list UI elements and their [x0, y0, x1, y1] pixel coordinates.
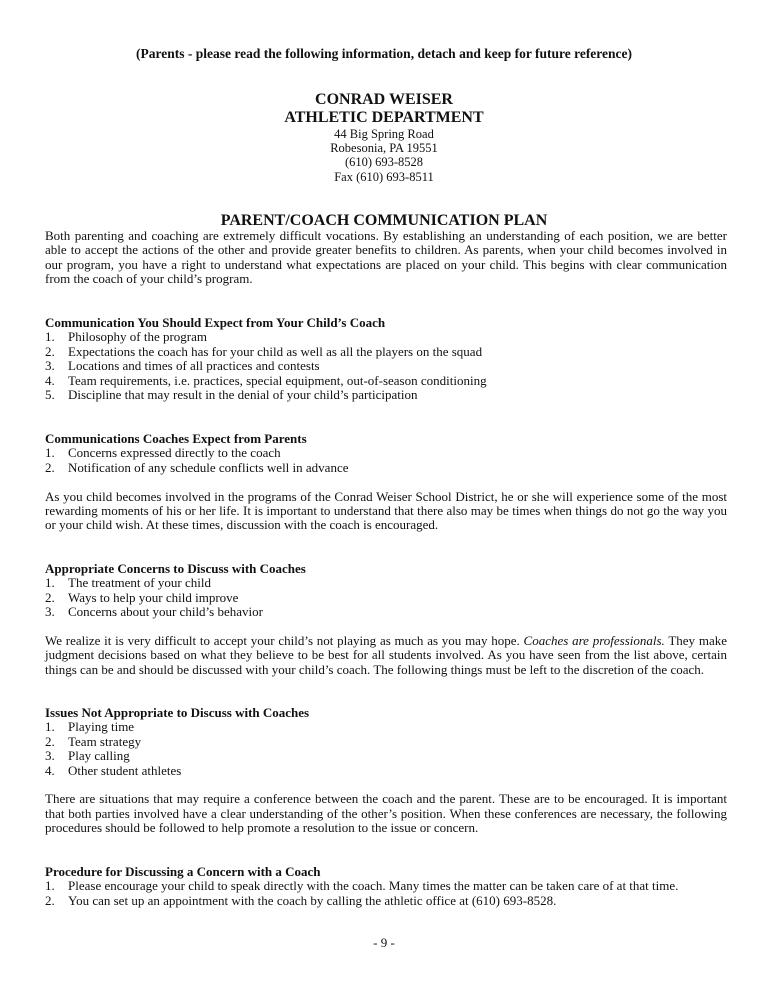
list-item: 3. Play calling [45, 748, 130, 764]
list-item: 2. Team strategy [45, 733, 142, 749]
org-address-2: Robesonia, PA 19551 [330, 141, 438, 156]
paragraph: We realize it is very difficult to accept your child’s not playing as much as you may hope. Coaches are professionals. They make judgment decisions based on what they believe to be best for all students involved. As you have seen from the list above, certain things can be and should be discussed with your child’s coach. The following things must be left to the discretion of the coach. [45, 633, 727, 677]
section-heading: Issues Not Appropriate to Discuss with Coaches [45, 705, 310, 720]
list-item: 3. Concerns about your child’s behavior [45, 604, 263, 620]
section-appropriate-concerns [45, 562, 727, 677]
detach-notice: (Parents - please read the following information, detach and keep for future reference) [135, 46, 633, 61]
list-item: 1. Playing time [45, 719, 135, 735]
page-number: - 9 - [373, 935, 395, 950]
section-expect-from-coach [45, 316, 727, 402]
list-item: 2. Ways to help your child improve [45, 589, 239, 605]
org-address-1: 44 Big Spring Road [334, 127, 434, 141]
paragraph: There are situations that may require a conference between the coach and the parent. These are to be encouraged. It is important that both parties involved have a clear understanding of the other’s position. When these conferences are necessary, the following procedures should be followed to help promote a resolution to the issue or concern. [45, 791, 727, 836]
section-heading: Communication You Should Expect from Your Child’s Coach [45, 315, 386, 330]
list-item: 2. You can set up an appointment with the coach by calling the athletic office at (610) 693-8528. [45, 892, 557, 908]
intro-paragraph: Both parenting and coaching are extremely difficult vocations. By establishing an understanding of each position, we are better able to accept the actions of the other and provide greater benefits to children. As parents, when your child becomes involved in our program, you have a right to understand what expectations are placed on your child. This begins with clear communication from the coach of your child’s program. [45, 228, 727, 287]
org-phone: (610) 693-8528 [344, 155, 424, 170]
list-item: 1. Philosophy of the program [45, 329, 208, 345]
section-heading: Procedure for Discussing a Concern with a Coach [45, 864, 321, 879]
org-fax: Fax (610) 693-8511 [334, 169, 434, 184]
list-item: 1. The treatment of your child [45, 575, 211, 591]
letterhead [0, 91, 768, 184]
page-title: PARENT/COACH COMMUNICATION PLAN [220, 212, 548, 229]
org-name: CONRAD WEISER [315, 91, 453, 108]
list-item: 3. Locations and times of all practices and contests [45, 358, 320, 374]
section-not-appropriate [45, 706, 727, 836]
section-heading: Communications Coaches Expect from Parents [45, 431, 307, 446]
org-department: ATHLETIC DEPARTMENT [284, 109, 484, 126]
section-procedure [45, 865, 727, 908]
list-item: 4. Team requirements, i.e. practices, special equipment, out-of-season conditioning [45, 372, 487, 388]
list-item: 1. Concerns expressed directly to the coach [45, 445, 281, 461]
section-heading: Appropriate Concerns to Discuss with Coaches [45, 561, 306, 576]
section-expect-from-parents [45, 432, 727, 533]
list-item: 5. Discipline that may result in the denial of your child’s participation [45, 387, 418, 403]
list-item: 4. Other student athletes [45, 762, 182, 778]
list-item: 1. Please encourage your child to speak directly with the coach. Many times the matter can be taken care of at that time. [45, 878, 679, 894]
paragraph: As you child becomes involved in the programs of the Conrad Weiser School District, he or she will experience some of the most rewarding moments of his or her life. It is important to understand that there also may be times when things do not go the way you or your child wish. At these times, discussion with the coach is encouraged. [45, 488, 727, 533]
list-item: 2. Expectations the coach has for your child as well as all the players on the squad [45, 343, 483, 359]
list-item: 2. Notification of any schedule conflicts well in advance [45, 459, 349, 475]
italic-emphasis: Coaches are professionals. [523, 633, 665, 649]
